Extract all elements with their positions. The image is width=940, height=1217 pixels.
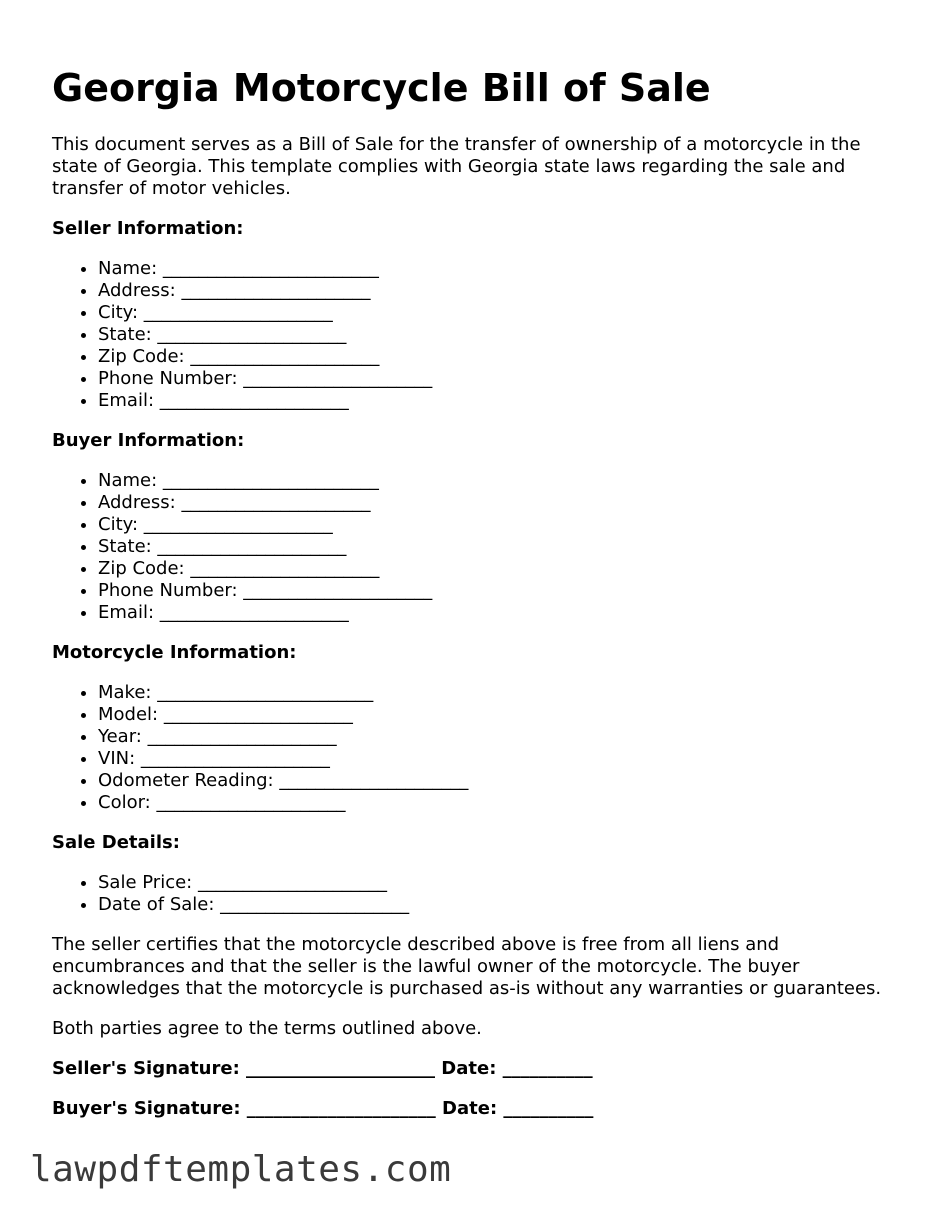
seller-name-field: • Name: ________________________	[98, 258, 892, 280]
intro-paragraph: This document serves as a Bill of Sale for the transfer of ownership of a motorcycle in the state of Georgia. This template complies with Georgia state laws regarding the sale and transfer of motor vehicles.	[52, 134, 861, 199]
seller-city-field: • City: _____________________	[98, 302, 892, 324]
sale-section-heading: Sale Details:	[52, 832, 180, 853]
watermark: lawpdftemplates.com	[30, 1149, 452, 1190]
motorcycle-info-list	[52, 682, 892, 814]
buyer-name-field: • Name: ________________________	[98, 470, 892, 492]
buyer-phone-field: • Phone Number: _____________________	[98, 580, 892, 602]
buyer-signature-line: Buyer's Signature: _____________________ Date: __________	[52, 1098, 594, 1119]
motorcycle-color-field: • Color: _____________________	[98, 792, 892, 814]
sale-price-field: • Sale Price: _____________________	[98, 872, 892, 894]
seller-email-field: • Email: _____________________	[98, 390, 892, 412]
buyer-email-field: • Email: _____________________	[98, 602, 892, 624]
motorcycle-vin-field: • VIN: _____________________	[98, 748, 892, 770]
seller-section-heading: Seller Information:	[52, 218, 244, 239]
motorcycle-section-heading: Motorcycle Information:	[52, 642, 297, 663]
buyer-section-heading: Buyer Information:	[52, 430, 245, 451]
buyer-state-field: • State: _____________________	[98, 536, 892, 558]
motorcycle-model-field: • Model: _____________________	[98, 704, 892, 726]
buyer-city-field: • City: _____________________	[98, 514, 892, 536]
buyer-info-list	[52, 470, 892, 624]
sale-details-list	[52, 872, 892, 916]
agreement-paragraph: Both parties agree to the terms outlined above.	[52, 1018, 482, 1039]
sale-date-field: • Date of Sale: _____________________	[98, 894, 892, 916]
motorcycle-odometer-field: • Odometer Reading: _____________________	[98, 770, 892, 792]
buyer-address-field: • Address: _____________________	[98, 492, 892, 514]
seller-zip-field: • Zip Code: _____________________	[98, 346, 892, 368]
certification-paragraph: The seller certifies that the motorcycle described above is free from all liens and encumbrances and that the seller is the lawful owner of the motorcycle. The buyer acknowledges that the motorcycle is purchased as-is without any warranties or guarantees.	[52, 934, 882, 999]
seller-signature-line: Seller's Signature: _____________________ Date: __________	[52, 1058, 593, 1079]
buyer-zip-field: • Zip Code: _____________________	[98, 558, 892, 580]
seller-info-list	[52, 258, 892, 412]
motorcycle-make-field: • Make: ________________________	[98, 682, 892, 704]
seller-address-field: • Address: _____________________	[98, 280, 892, 302]
seller-phone-field: • Phone Number: _____________________	[98, 368, 892, 390]
document-page	[52, 62, 892, 1138]
motorcycle-year-field: • Year: _____________________	[98, 726, 892, 748]
document-title: Georgia Motorcycle Bill of Sale	[52, 66, 711, 110]
seller-state-field: • State: _____________________	[98, 324, 892, 346]
